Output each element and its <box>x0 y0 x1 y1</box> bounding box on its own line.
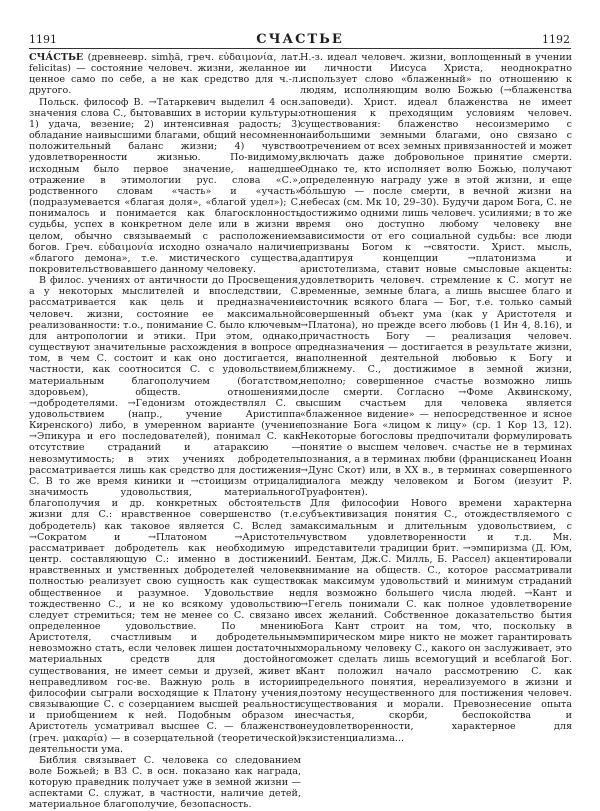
left-column <box>29 52 301 811</box>
paragraph: Для философии Нового времени характерна субъективизация понятия С., отождествляемого с максимальным и длительным удовольствием, с чувством удовлетворенности и т.д. Мн. представители традиции брит. →эмпиризма (Д. Юм, И. Бентам, Дж.С. Милль, Б. Рассел) акцентировали внимание на обществ. С., которое рассматривали как максимум удовольствий и минимум страданий для возможно большего числа людей. →Кант и →Гегель понимали С. как полное удовлетворение всех желаний. Собственное доказательство бытия Бога Кант строит на том, что, поскольку в эмпирическом мире никто не может гарантировать моральному человеку С., какого он заслуживает, это может сделать лишь всемогущий и всеблагой Бог. Кант положил начало рассмотрению С. как предельного понятия, нереализуемого в жизни и поэтому несущественного для постижения человеч. существования и морали. Превознесение опыта несчастья, скорби, беспокойства и неудовлетворенности, характерное для экзистенциализма... <box>300 498 572 744</box>
running-title: СЧАСТЬЕ <box>256 32 344 47</box>
page-number-right: 1192 <box>542 33 570 46</box>
lead-text: (древнеевр. simḥā, греч. εὐδαιμονία, лат. felicitas) — состояние человеч. жизни, желанное и ценное само по себе, а не как средство для ч.-л. другого. <box>29 52 301 97</box>
paragraph: Библия связывает С. человека со следованием воле Божьей; в ВЗ С. в осн. показано как награда, которую праведник получает уже в земной жизни — аспектами С. служат, в частности, наличие детей, материальное благополучие, безопасность. <box>29 754 301 811</box>
right-column <box>300 52 572 752</box>
paragraph: Польск. философ В. →Татаркевич выделил 4 осн. значения слова С., бытовавших в истории культуры: 1) удача, везение; 2) интенсивная радость; 3) обладание наивысшими благами, общий несомненно положительный баланс жизни; 4) чувство удовлетворенности жизнью. По-видимому, исходным было первое значение, нашедшее отражение в этимологии рус. слова «С.», родственного словам «часть» и «участь» (подразумевается «благая доля», «благой удел»); С. понималось и понимается как благосклонность судьбы, успех в конкретном деле или в жизни в целом, обычно связываемый с расположением богов. Греч. εὐδαιμονία исходно означало наличие «благого демона», т.е. мистического существа, покровительствовавшего данному человеку. <box>29 96 301 275</box>
article-headword: СЧА́СТЬЕ <box>29 52 84 63</box>
article-lead <box>29 52 301 97</box>
header-divider <box>29 48 571 49</box>
paragraph: В филос. учениях от античности до Просвещения, а у некоторых мыслителей и впоследствии, С. рассматривается как цель и предназначение человеч. жизни, состояние ее максимальной реализованности: т.о., понимание С. было ключевым для антропологии и этики. При этом, однако, существуют значительные расхождения в вопросе о том, в чем С. состоит и как оно достигается, в частности, как соотносится С. с удовольствием, материальным благополучием (богатством, здоровьем), обществ. отношениями, →добродетелями. →Гедонизм отождествлял С. с удовольствием (напр., учение Аристиппа Киренского) либо, в умеренном варианте (учение →Эпикура и его последователей), понимал С. как отсутствие страданий и атараксию — невозмутимость; в этих учениях добродетель рассматривается лишь как средство для достижения С. В то же время киники и →стоицизм отрицали значимость удовольствия, материального благополучия и др. конкретных обстоятельств жизни для С.: нравственное совершенство (т.е. добродетель) как таковое является С. Вслед за →Сократом и →Платоном →Аристотель рассматривает добродетель как необходимую и центр. составляющую С.: именно в достижении нравственных и умственных добродетелей человек полностью реализует свою сущность как существо общественное и разумное. Удовольствие не тождественно С., и не ко всякому удовольствию следует стремиться; тем не менее со С. связано и определенное удовольствие. По мнению Аристотеля, счастливым и добродетельным невозможно стать, если человек лишен достаточных материальных средств для достойного существования, не имеет семьи и друзей, живет в неправедливом гос-ве. Важную роль в истории философии сыграли восходящие к Платону учения, связывающие С. с созерцанием высшей реальности и приобщением к ней. Подобным образом и Аристотель усматривал высшее С. — блаженство (греч. μακαρία) — в созерцательной (теоретической) деятельности ума. <box>29 275 301 755</box>
paragraph: Н.-з. идеал человеч. жизни, воплощенный в учении и личности Иисуса Христа, неоднократно использует слово «блаженный» по отношению к людям, исполняющим волю Божью (→блаженства заповеди). Христ. идеал блаженства не имеет отношения к преходящим условиям человеч. существования: блаженство несоизмеримо с наибольшими земными благами, оно связано с отречением от всех земных привязанностей и может включать даже добровольное принятие смерти. Однако те, кто исполняет волю Божью, получают определенную награду уже в этой жизни, и еще бо́льшую — после смерти, в вечной жизни на небесах (см. Мк 10, 29–30). Будучи даром Бога, С. не достижимо одними лишь человеч. усилиями; в то же время оно доступно любому человеку вне зависимости от его социальной судьбы: все люди призваны Богом к →святости. Христ. мысль, адаптируя концепции →платонизма и аристотелизма, ставит новые смысловые акценты: удовлетворить человеч. стремление к С. могут не временные, земные блага, а лишь высшее благо и источник всякого блага — Бог, т.е. только самый совершенный объект ума (как у Аристотеля и →Платона), но прежде всего любовь (1 Ин 4, 8.16), и причастность Богу — реализация человеч. предназначения — достигается в результате жизни, наполненной деятельной любовью к Богу и ближнему. С., достижимое в земной жизни, неполно; совершенное счастье возможно лишь после смерти. Согласно →Фоме Аквинскому, высшим счастьем для человека является «блаженное видение» — непосредственное и ясное познание Бога «лицом к лицу» (ср. 1 Кор 13, 12). Некоторые богословы предпочитали формулировать понятие о высшем человеч. счастье не в терминах познания, а в терминах любви (францисканец Иоанн →Дунс Скот) или, в XX в., в терминах совершенного диалога между человеком и Богом (иезуит Р. Труафонтен). <box>300 52 573 499</box>
page-number-left: 1191 <box>29 33 57 46</box>
